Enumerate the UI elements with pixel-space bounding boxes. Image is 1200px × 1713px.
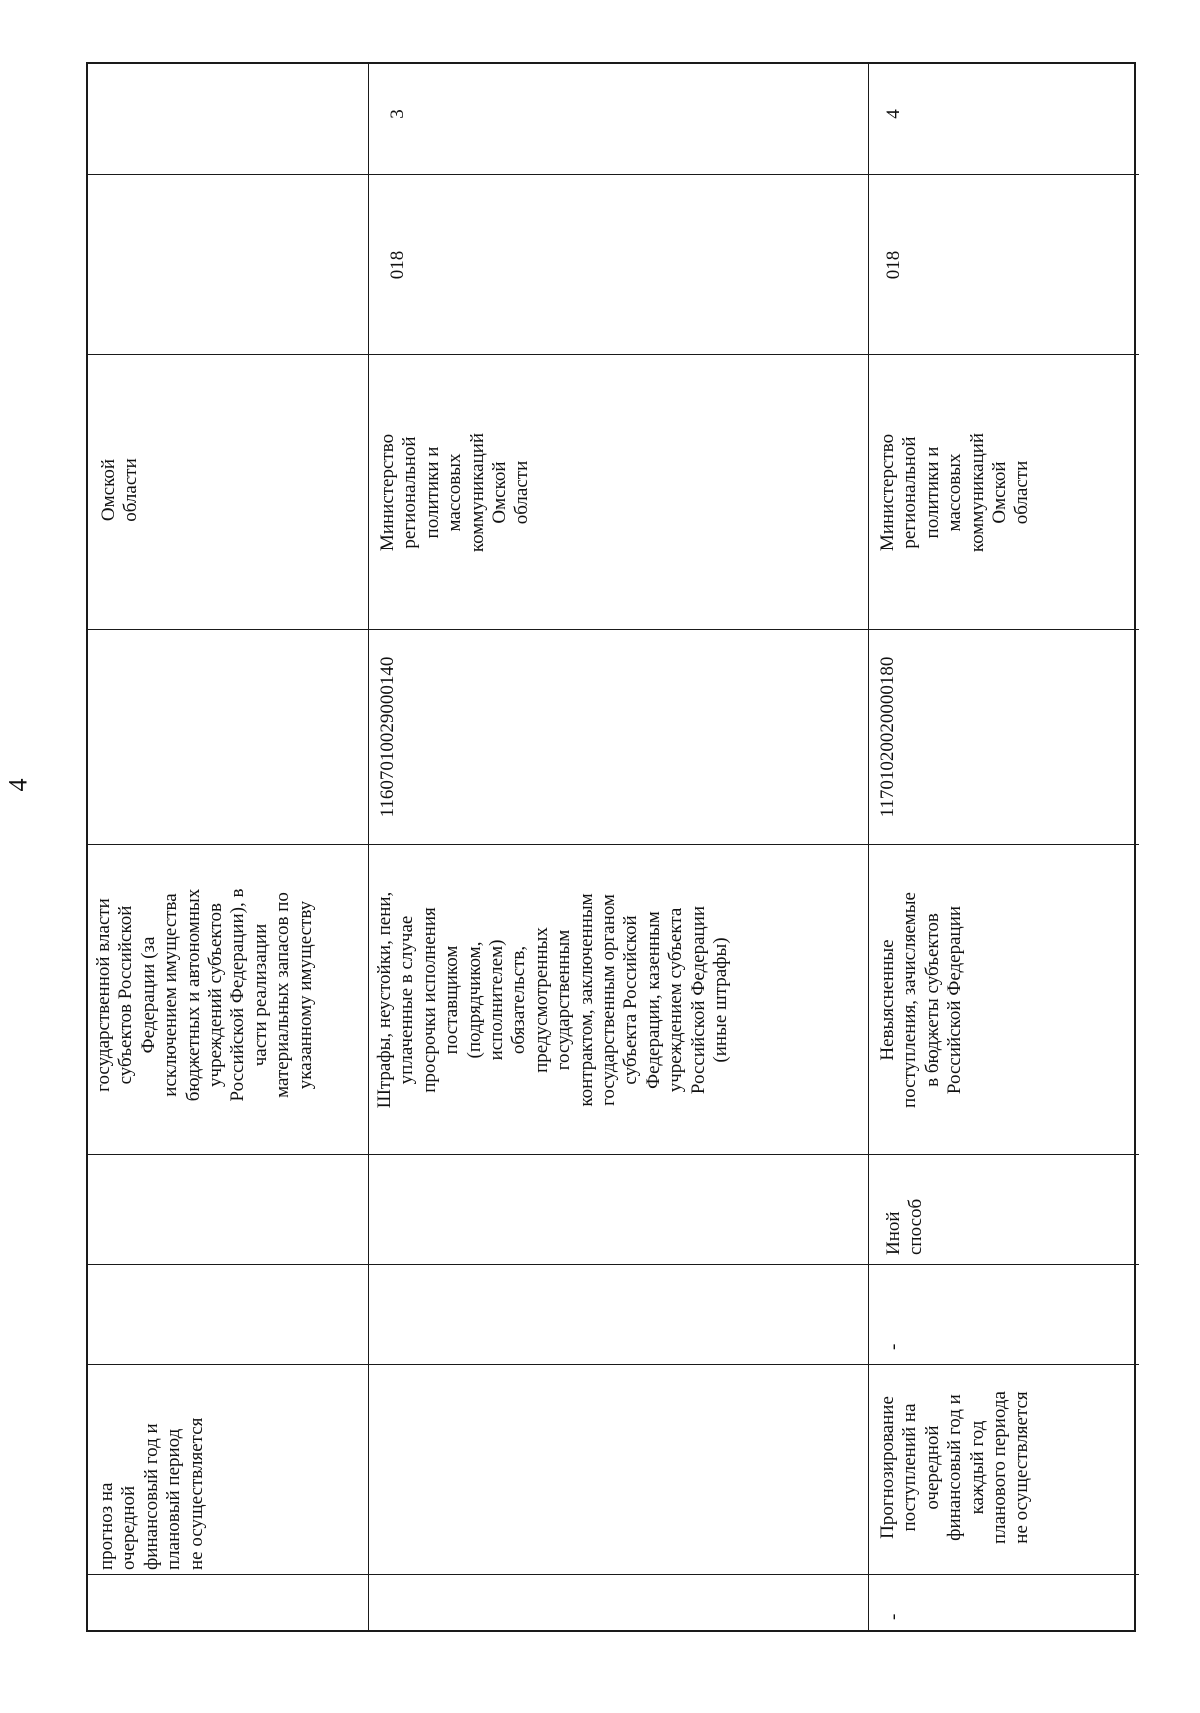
note: - (883, 1613, 904, 1620)
calc-method: Иной способ (883, 1198, 927, 1255)
row-number: 3 (387, 109, 408, 119)
formula-cell (369, 1264, 869, 1364)
note-cell (369, 1574, 869, 1634)
calc-formula: - (883, 1343, 904, 1350)
code-cell (88, 174, 368, 354)
formula-cell (869, 1264, 1139, 1364)
calc-algorithm: прогноз на очередной финансовый год и плановый период не осуществляется (96, 1417, 207, 1570)
formula-cell (88, 1264, 368, 1364)
income-name-cell (369, 844, 869, 1154)
row-number-cell (869, 64, 1139, 174)
income-name: Штрафы, неустойки, пени, уплаченные в случае просрочки исполнения поставщиком (подрядчиком, исполнителем) обязательств, предусмотренных государственным контрактом, заключенным государственным органом субъекта Российской Федерации, казенным учреждением субъекта Российской Федерации (иные штрафы) (374, 891, 732, 1109)
kbk-cell (869, 629, 1139, 844)
method-cell (869, 1154, 1139, 1264)
row-number-cell (88, 64, 368, 174)
method-cell (369, 1154, 869, 1264)
table-row (868, 64, 1139, 1630)
table-row (88, 64, 368, 1630)
row-number-cell (369, 64, 869, 174)
table-row (368, 64, 869, 1630)
admin-name: Омской области (98, 458, 142, 522)
calc-algorithm: Прогнозирование поступлений на очередной финансовый год и каждый год планового периода не осуществляется (877, 1391, 1033, 1544)
admin-name: Министерство региональной политики и массовых коммуникаций Омской области (377, 432, 533, 553)
algorithm-cell (869, 1364, 1139, 1574)
income-name-cell (88, 844, 368, 1154)
income-name: государственной власти субъектов Российской Федерации (за исключением имущества бюджетных и автономных учреждений субъектов Российской Федерации), в части реализации материальных запасов по указанному имуществу (93, 888, 316, 1102)
note-cell (869, 1574, 1139, 1634)
income-name: Невыясненные поступления, зачисляемые в бюджеты субъектов Российской Федерации (877, 892, 966, 1108)
kbk-code: 11701020020000180 (877, 656, 898, 818)
income-name-cell (869, 844, 1139, 1154)
admin-cell (369, 354, 869, 629)
kbk-cell (88, 629, 368, 844)
algorithm-cell (88, 1364, 368, 1574)
admin-name: Министерство региональной политики и массовых коммуникаций Омской области (877, 432, 1033, 553)
code-cell (369, 174, 869, 354)
kbk-cell (369, 629, 869, 844)
code-cell (869, 174, 1139, 354)
kbk-code: 11607010029000140 (377, 656, 398, 818)
admin-cell (869, 354, 1139, 629)
chief-admin-code: 018 (387, 250, 408, 280)
chief-admin-code: 018 (883, 250, 904, 280)
admin-cell (88, 354, 368, 629)
note-cell (88, 1574, 368, 1634)
algorithm-cell (369, 1364, 869, 1574)
row-number: 4 (883, 109, 904, 119)
method-cell (88, 1154, 368, 1264)
page-number-text: 4 (3, 778, 33, 792)
revenue-forecast-table (86, 62, 1136, 1632)
